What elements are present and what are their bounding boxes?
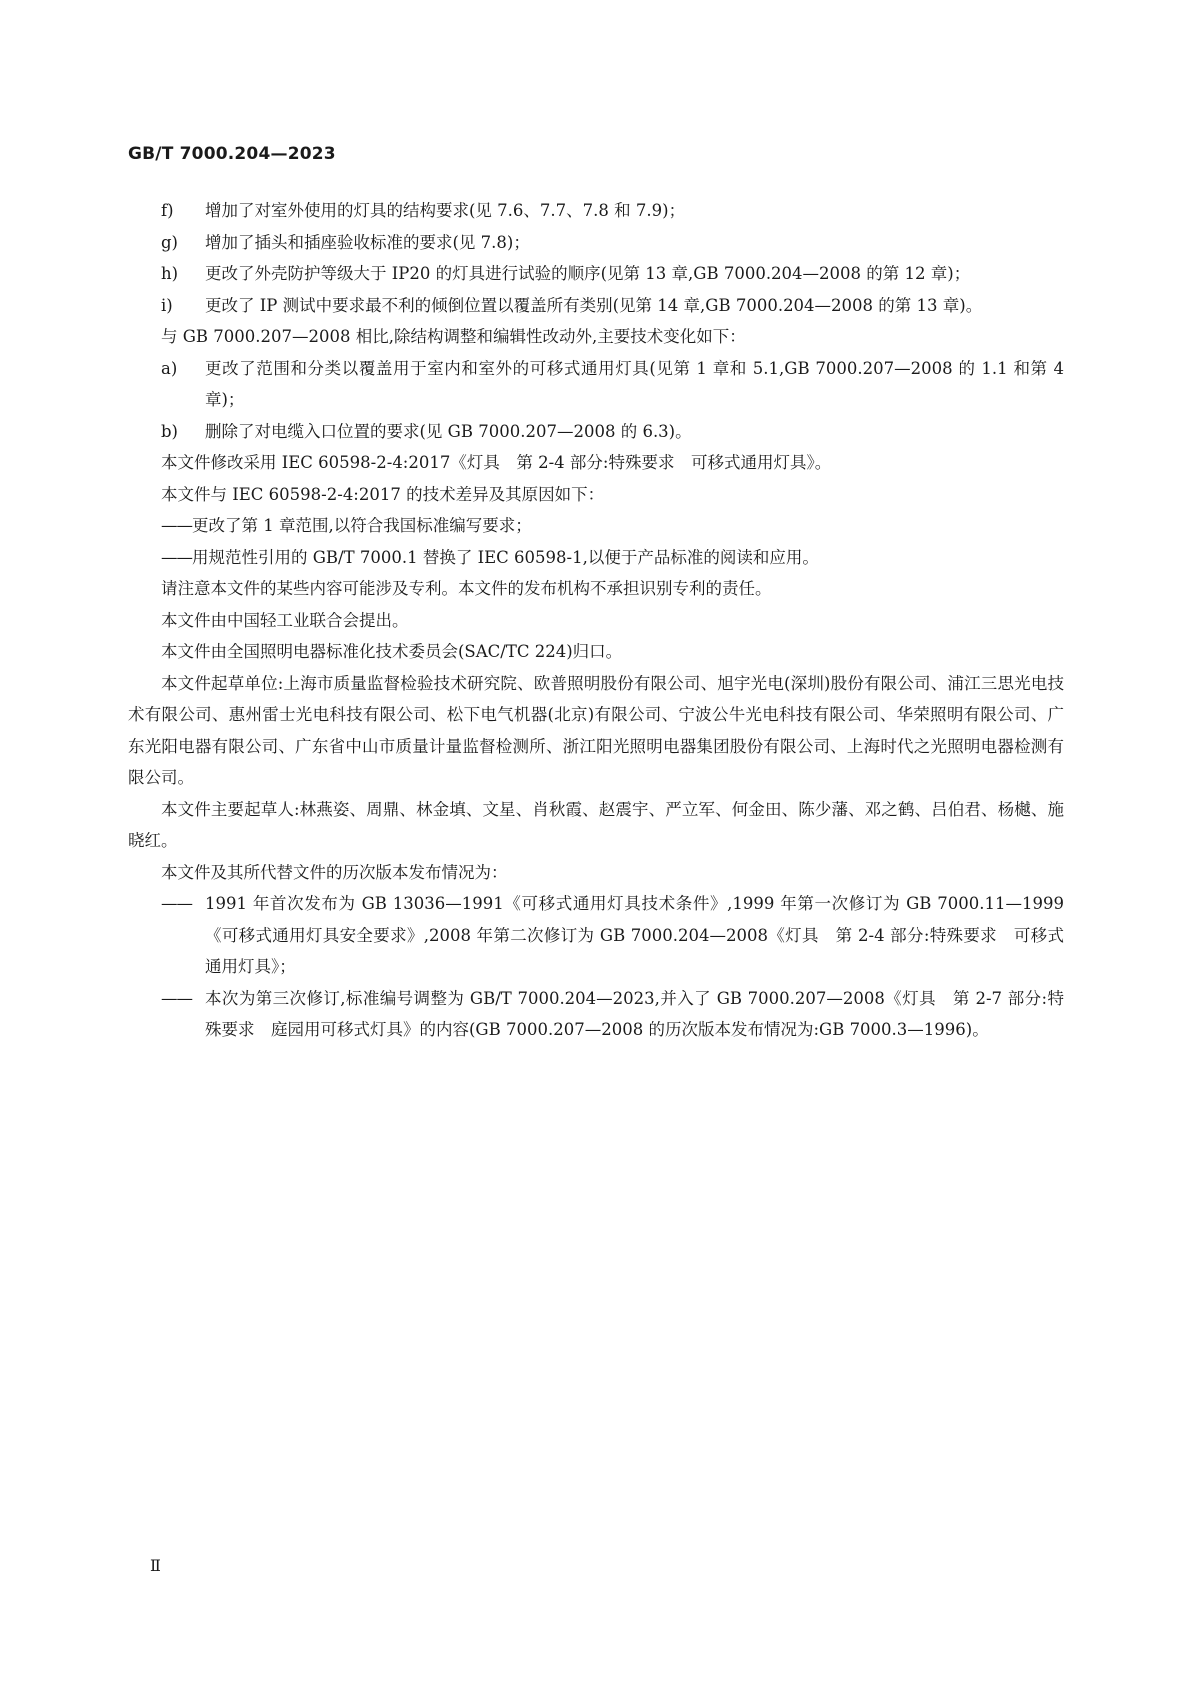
list-item [128,416,1064,448]
dash-item-text: 用规范性引用的 GB/T 7000.1 替换了 IEC 60598-1,以便于产品标准的阅读和应用。 [192,547,819,567]
list-item-label: i) [161,295,173,315]
dash-mark: —— [161,894,192,913]
dash-item-text: 1991 年首次发布为 GB 13036—1991《可移式通用灯具技术条件》,1999 年第一次修订为 GB 7000.11—1999《可移式通用灯具安全要求》,2008 年第二次修订为 GB 7000.204—2008《灯具 第 2-4 部分:特殊要求 可移式通用灯具》； [205,894,1064,976]
list-item-text: 删除了对电缆入口位置的要求(见 GB 7000.207—2008 的 6.3)。 [205,421,692,441]
main-drafters: 本文件主要起草人:林燕姿、周鼎、林金填、文星、肖秋霞、赵震宇、严立军、何金田、陈少藩、邓之鹤、吕伯君、杨樾、施晓红。 [128,799,1064,850]
dash-list-item [128,983,1064,1046]
list-item [128,290,1064,322]
list-item-label: f) [161,201,174,220]
page-number: Ⅱ [150,1556,161,1575]
dash-list-item [128,888,1064,983]
comparison-intro-207: 与 GB 7000.207—2008 相比,除结构调整和编辑性改动外,主要技术变化如下： [161,327,746,346]
dash-item-text: 本次为第三次修订,标准编号调整为 GB/T 7000.204—2023,并入了 GB 7000.207—2008《灯具 第 2-7 部分:特殊要求 庭园用可移式灯具》的内容(GB 7000.207—2008 的历次版本发布情况为:GB 7000.3—1996)。 [205,988,1064,1039]
list-item [128,195,1064,227]
list-item-text: 增加了插头和插座验收标准的要求(见 7.8)； [205,232,530,252]
list-item-label: b) [161,421,178,441]
standard-code-header: GB/T 7000.204—2023 [128,144,336,164]
list-item-label: h) [161,264,179,283]
patent-notice: 请注意本文件的某些内容可能涉及专利。本文件的发布机构不承担识别专利的责任。 [161,579,772,598]
list-item-text: 增加了对室外使用的灯具的结构要求(见 7.6、7.7、7.8 和 7.9)； [205,201,686,220]
dash-list-item [128,510,1064,542]
list-item-label: g) [161,232,178,252]
list-item-label: a) [161,358,178,378]
history-intro: 本文件及其所代替文件的历次版本发布情况为： [161,862,508,882]
adoption-statement: 本文件修改采用 IEC 60598-2-4:2017《灯具 第 2-4 部分:特殊要求 可移式通用灯具》。 [161,453,832,472]
list-item-text: 更改了 IP 测试中要求最不利的倾倒位置以覆盖所有类别(见第 14 章,GB 7000.204—2008 的第 13 章)。 [205,295,983,315]
dash-mark: —— [161,547,192,567]
list-item-text: 更改了范围和分类以覆盖用于室内和室外的可移式通用灯具(见第 1 章和 5.1,GB 7000.207—2008 的 1.1 和第 4 章)； [205,358,1064,409]
drafting-units: 本文件起草单位:上海市质量监督检验技术研究院、欧普照明股份有限公司、旭宇光电(深圳)股份有限公司、浦江三思光电技术有限公司、惠州雷士光电科技有限公司、松下电气机器(北京)有限公司、宁波公牛光电科技有限公司、华荣照明有限公司、广东光阳电器有限公司、广东省中山市质量计量监督检测所、浙江阳光照明电器集团股份有限公司、上海时代之光照明电器检测有限公司。 [128,673,1064,787]
dash-item-text: 更改了第 1 章范围,以符合我国标准编写要求； [192,516,532,535]
document-body [128,195,1064,1046]
list-item-text: 更改了外壳防护等级大于 IP20 的灯具进行试验的顺序(见第 13 章,GB 7000.204—2008 的第 12 章)； [205,264,971,283]
list-item [128,227,1064,259]
technical-differences-intro: 本文件与 IEC 60598-2-4:2017 的技术差异及其原因如下： [161,484,605,504]
managed-by: 本文件由全国照明电器标准化技术委员会(SAC/TC 224)归口。 [161,642,623,661]
list-item [128,353,1064,416]
dash-mark: —— [161,516,192,535]
list-item [128,258,1064,290]
dash-list-item [128,542,1064,574]
dash-mark: —— [161,988,192,1008]
proposed-by: 本文件由中国轻工业联合会提出。 [161,610,409,630]
